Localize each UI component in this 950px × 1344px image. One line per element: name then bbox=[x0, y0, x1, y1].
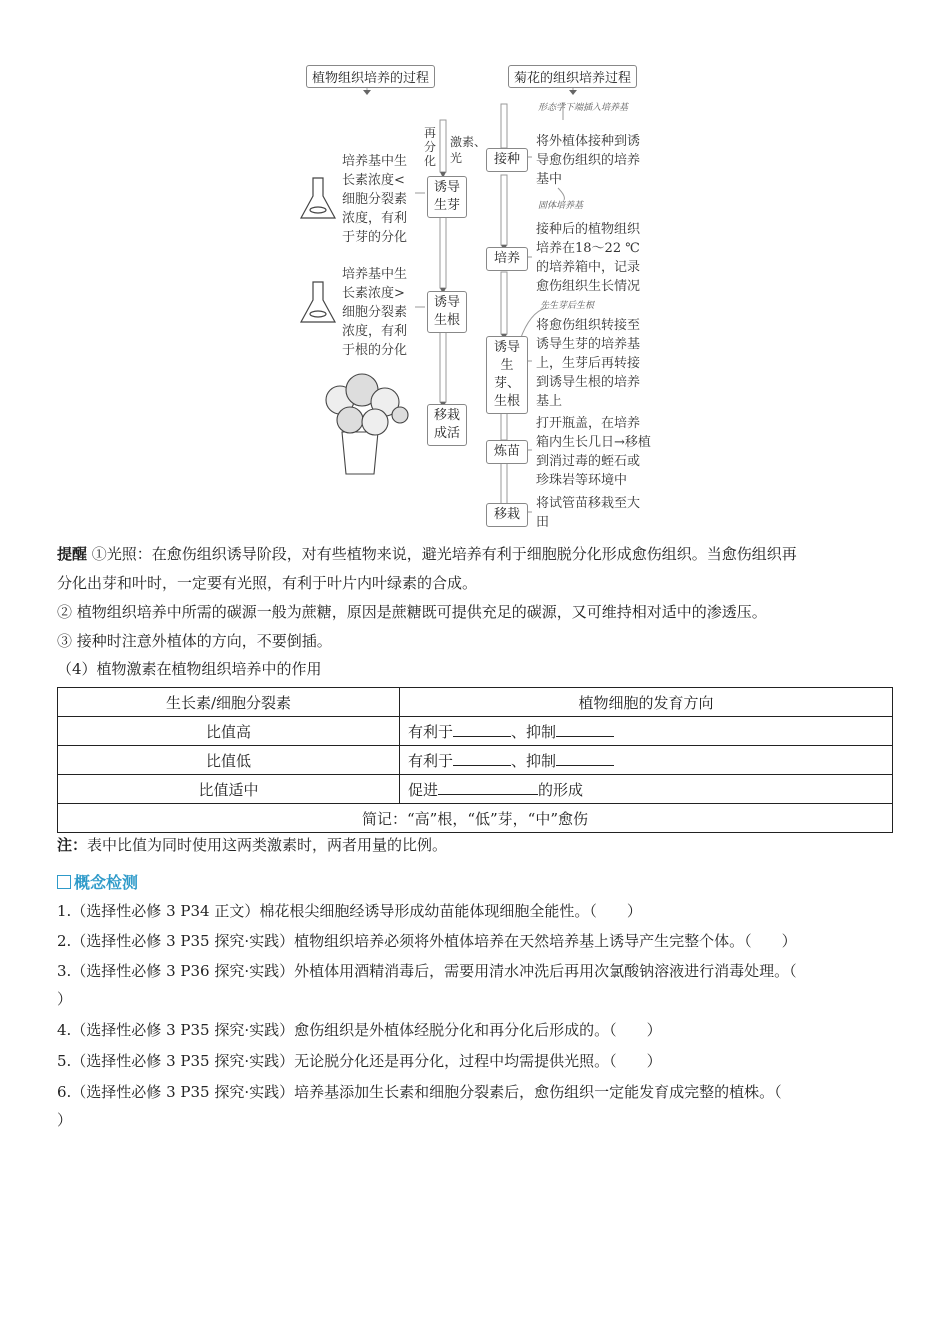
right-step-harden: 炼苗 bbox=[486, 440, 528, 464]
table-row bbox=[58, 775, 893, 804]
left-step-root: 诱导生根 bbox=[427, 291, 467, 333]
tip-label: 提醒 bbox=[57, 545, 88, 563]
question-2: 2.（选择性必修 3 P35 探究·实践）植物组织培养必须将外植体培养在天然培养基上诱导产生完整个体。（ ） bbox=[57, 932, 797, 950]
right-desc-harden: 打开瓶盖，在培养箱内生长几日→移植到消过毒的蛭石或珍珠岩等环境中 bbox=[536, 416, 651, 488]
hormone-table bbox=[57, 687, 893, 833]
left-step-bud: 诱导生芽 bbox=[427, 176, 467, 218]
tip-text-1: ①光照：在愈伤组织诱导阶段，对有些植物来说，避光培养有利于细胞脱分化形成愈伤组织。当愈伤组织再 bbox=[91, 545, 797, 563]
hand-note-2: 固体培养基 bbox=[538, 201, 584, 211]
right-header: 菊花的组织培养过程 bbox=[508, 65, 637, 88]
right-desc-culture: 接种后的植物组织培养在18～22 ℃的培养箱中，记录愈伤组织生长情况 bbox=[536, 222, 641, 294]
question-4: 4.（选择性必修 3 P35 探究·实践）愈伤组织是外植体经脱分化和再分化后形成的。（ ） bbox=[57, 1021, 662, 1039]
right-step-culture: 培养 bbox=[486, 247, 528, 271]
tip-line-2: 分化出芽和叶时，一定要有光照，有利于叶片内叶绿素的合成。 bbox=[57, 574, 478, 592]
question-1: 1.（选择性必修 3 P34 正文）棉花根尖细胞经诱导形成幼苗能体现细胞全能性。（ ） bbox=[57, 902, 642, 920]
hormone-light-label: 激素、光 bbox=[450, 135, 487, 165]
answer-blank[interactable] bbox=[556, 722, 614, 737]
table-note bbox=[57, 834, 447, 856]
question-6-cont: ） bbox=[57, 1111, 73, 1129]
note-text: 表中比值为同时使用这两类激素时，两者用量的比例。 bbox=[87, 836, 448, 854]
right-step-transplant: 移栽 bbox=[486, 503, 528, 527]
tip-line-3: ② 植物组织培养中所需的碳源一般为蔗糖，原因是蔗糖既可提供充足的碳源，又可维持相对适中的渗透压。 bbox=[57, 603, 767, 621]
left-header: 植物组织培养的过程 bbox=[306, 65, 435, 88]
answer-blank[interactable] bbox=[438, 780, 538, 795]
promote-label: 有利于 bbox=[408, 751, 454, 770]
concept-check-heading bbox=[57, 870, 138, 893]
cell-high-direction bbox=[400, 717, 893, 746]
right-step-inoculate: 接种 bbox=[486, 148, 528, 172]
right-step-induce: 诱导生芽、生根 bbox=[486, 336, 528, 414]
potted-plant-icon bbox=[326, 374, 408, 474]
table-row bbox=[58, 746, 893, 775]
hand-note-3: 先生芽后生根 bbox=[540, 301, 595, 311]
table-row bbox=[58, 688, 893, 717]
cell-low-direction bbox=[400, 746, 893, 775]
cell-ratio-moderate: 比值适中 bbox=[58, 775, 400, 804]
table-header-ratio: 生长素/细胞分裂素 bbox=[58, 688, 400, 717]
hand-note-1: 形态学下端插入培养基 bbox=[538, 103, 629, 113]
table-header-direction: 植物细胞的发育方向 bbox=[400, 688, 893, 717]
table-row bbox=[58, 717, 893, 746]
tissue-culture-diagram bbox=[290, 60, 670, 530]
question-3: 3.（选择性必修 3 P36 探究·实践）外植体用酒精消毒后，需要用清水冲洗后再用次氯酸钠溶液进行消毒处理。（ bbox=[57, 962, 797, 980]
answer-blank[interactable] bbox=[556, 751, 614, 766]
right-desc-transplant: 将试管苗移栽至大田 bbox=[536, 496, 641, 530]
inhibit-label: 、抑制 bbox=[511, 751, 557, 770]
left-step-transplant: 移栽成活 bbox=[427, 404, 467, 446]
right-desc-inoculate: 将外植体接种到诱导愈伤组织的培养基中 bbox=[536, 134, 641, 187]
cell-moderate-direction bbox=[400, 775, 893, 804]
table-row bbox=[58, 804, 893, 833]
mnemonic-cell: 简记：“高”根，“低”芽，“中”愈伤 bbox=[58, 804, 893, 833]
square-icon bbox=[57, 875, 71, 889]
section-4-heading: （4）植物激素在植物组织培养中的作用 bbox=[57, 660, 322, 678]
left-desc-root: 培养基中生长素浓度>细胞分裂素浓度，有利于根的分化 bbox=[342, 267, 408, 358]
right-desc-induce: 将愈伤组织转接至诱导生芽的培养基上，生芽后再转接到诱导生根的培养基上 bbox=[536, 318, 641, 409]
cell-ratio-high: 比值高 bbox=[58, 717, 400, 746]
left-desc-bud: 培养基中生长素浓度<细胞分裂素浓度，有利于芽的分化 bbox=[342, 154, 408, 245]
question-3-cont: ） bbox=[57, 990, 73, 1008]
tip-line-4: ③ 接种时注意外植体的方向，不要倒插。 bbox=[57, 632, 332, 650]
answer-blank[interactable] bbox=[453, 722, 511, 737]
question-5: 5.（选择性必修 3 P35 探究·实践）无论脱分化还是再分化，过程中均需提供光照。（ ） bbox=[57, 1052, 662, 1070]
formation-label: 的形成 bbox=[538, 780, 584, 799]
redifferentiation-label: 再分化 bbox=[423, 126, 436, 168]
inhibit-label: 、抑制 bbox=[511, 722, 557, 741]
answer-blank[interactable] bbox=[453, 751, 511, 766]
note-label: 注： bbox=[57, 836, 88, 854]
promote-label: 有利于 bbox=[408, 722, 454, 741]
flask-icon bbox=[301, 178, 335, 218]
question-6: 6.（选择性必修 3 P35 探究·实践）培养基添加生长素和细胞分裂素后，愈伤组织一定能发育成完整的植株。（ bbox=[57, 1083, 782, 1101]
section-title: 概念检测 bbox=[74, 873, 139, 892]
cell-ratio-low: 比值低 bbox=[58, 746, 400, 775]
promote-label: 促进 bbox=[408, 780, 439, 799]
tip-line-1 bbox=[57, 543, 797, 565]
